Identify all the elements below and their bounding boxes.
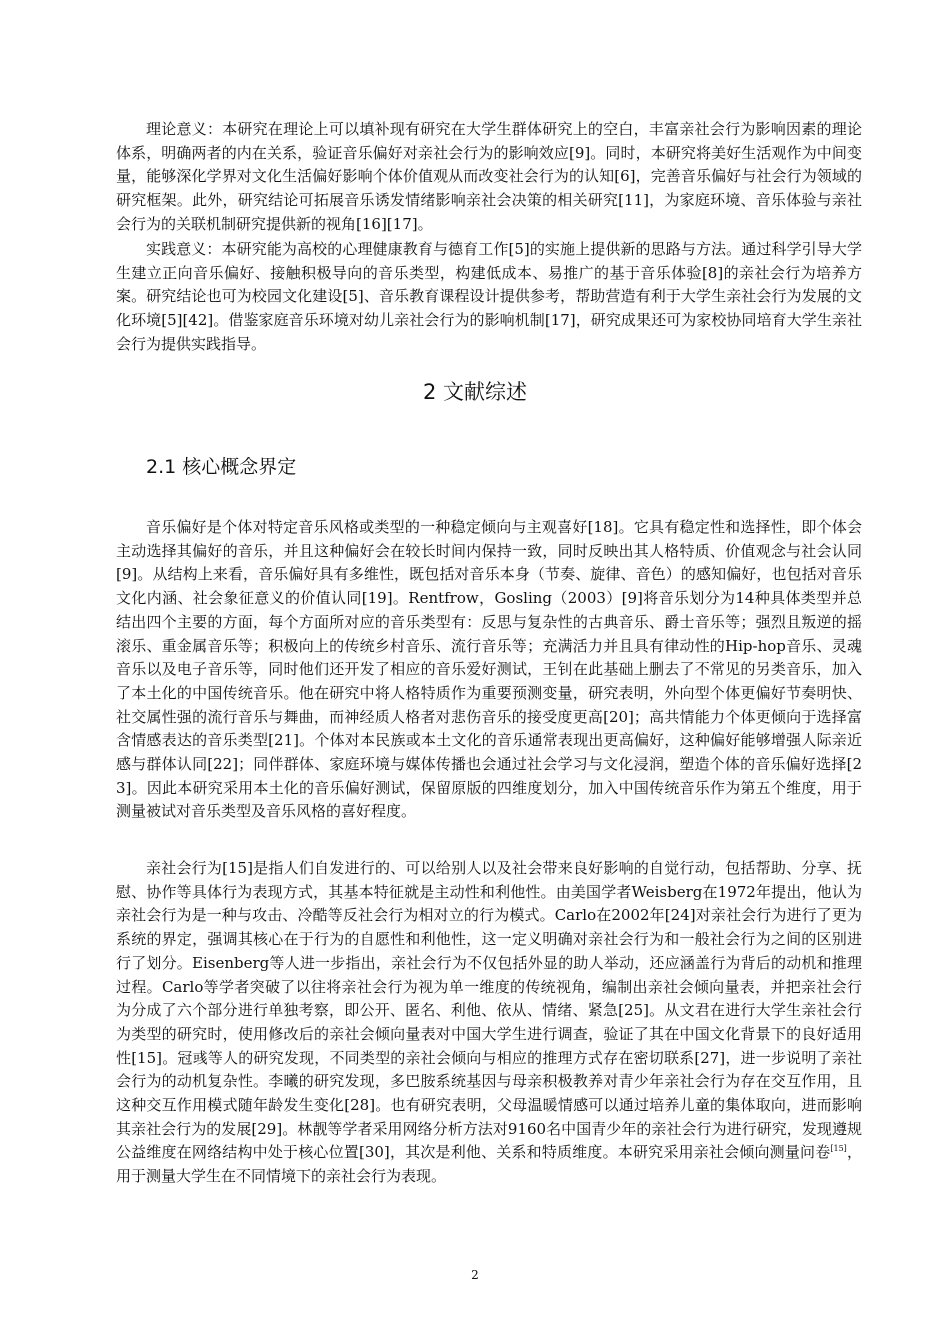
chapter-heading: 2 文献综述 xyxy=(422,380,528,404)
section-heading: 2.1 核心概念界定 xyxy=(146,456,297,478)
paragraph-music-preference: 音乐偏好是个体对特定音乐风格或类型的一种稳定倾向与主观喜好[18]。它具有稳定性和选择性，即个体会主动选择其偏好的音乐，并且这种偏好会在较长时间内保持一致，同时反映出其人格特质、价值观念与社会认同[9]。从结构上来看，音乐偏好具有多维性，既包括对音乐本身（节奏、旋律、音色）的感知偏好，也包括对音乐文化内涵、社会象征意义的价值认同[19]。Rentfrow，Gosling（2003）[9]将音乐划分为14种具体类型并总结出四个主要的方面，每个方面所对应的音乐类型有：反思与复杂性的古典音乐、爵士音乐等；强烈且叛逆的摇滚乐、重金属音乐等；积极向上的传统乡村音乐、流行音乐等；充满活力并且具有律动性的Hip-hop音乐、灵魂音乐以及电子音乐等，同时他们还开发了相应的音乐爱好测试，王钊在此基础上删去了不常见的另类音乐，加入了本土化的中国传统音乐。他在研究中将人格特质作为重要预测变量，研究表明，外向型个体更偏好节奏明快、社交属性强的流行音乐与舞曲，而神经质人格者对悲伤音乐的接受度更高[20]；高共情能力个体更倾向于选择富含情感表达的音乐类型[21]。个体对本民族或本土文化的音乐通常表现出更高偏好，这种偏好能够增强人际亲近感与群体认同[22]；同伴群体、家庭环境与媒体传播也会通过社会学习与文化浸润，塑造个体的音乐偏好选择[23]。因此本研究采用本土化的音乐偏好测试，保留原版的四维度划分，加入中国传统音乐作为第五个维度，用于测量被试对音乐类型及音乐风格的喜好程度。 xyxy=(116,518,862,821)
paragraph-theoretical-significance: 理论意义：本研究在理论上可以填补现有研究在大学生群体研究上的空白，丰富亲社会行为影响因素的理论体系，明确两者的内在关系，验证音乐偏好对亲社会行为的影响效应[9]。同时，本研究将美好生活观作为中间变量，能够深化学界对文化生活偏好影响个体价值观从而改变社会行为的认知[6]，完善音乐偏好与社会行为领域的研究框架。此外，研究结论可拓展音乐诱发情绪影响亲社会决策的相关研究[11]，为家庭环境、音乐体验与亲社会行为的关联机制研究提供新的视角[16][17]。 xyxy=(116,120,862,233)
citation-superscript: [15] xyxy=(830,1144,847,1154)
paragraph-prosocial-behavior xyxy=(116,857,862,1189)
prosocial-main-text: 亲社会行为[15]是指人们自发进行的、可以给别人以及社会带来良好影响的自觉行动，包括帮助、分享、抚慰、协作等具体行为表现方式，其基本特征就是主动性和利他性。由美国学者Weisberg在1972年提出，他认为亲社会行为是一种与攻击、冷酷等反社会行为相对立的行为模式。Carlo在2002年[24]对亲社会行为进行了更为系统的界定，强调其核心在于行为的自愿性和利他性，这一定义明确对亲社会行为和一般社会行为之间的区别进行了划分。Eisenberg等人进一步指出，亲社会行为不仅包括外显的助人举动，还应涵盖行为背后的动机和推理过程。Carlo等学者突破了以往将亲社会行为视为单一维度的传统视角，编制出亲社会倾向量表，并把亲社会行为分成了六个部分进行单独考察，即公开、匿名、利他、依从、情绪、紧急[25]。从文君在进行大学生亲社会行为类型的研究时，使用修改后的亲社会倾向量表对中国大学生进行调查，验证了其在中国文化背景下的良好适用性[15]。冠彧等人的研究发现，不同类型的亲社会倾向与相应的推理方式存在密切联系[27]，进一步说明了亲社会行为的动机复杂性。李曦的研究发现，多巴胺系统基因与母亲积极教养对青少年亲社会行为存在交互作用，且这种交互作用模式随年龄发生变化[28]。也有研究表明，父母温暖情感可以通过培养儿童的集体取向，进而影响其亲社会行为的发展[29]。林靓等学者采用网络分析方法对9160名中国青少年的亲社会行为进行研究，发现遵规公益维度在网络结构中处于核心位置[30]，其次是利他、关系和特质维度。本研究采用亲社会倾向测量问卷 xyxy=(116,859,862,1162)
prosocial-tail-text: ，用于测量大学生在不同情境下的亲社会行为表现。 xyxy=(116,1143,862,1186)
paragraph-practical-significance: 实践意义：本研究能为高校的心理健康教育与德育工作[5]的实施上提供新的思路与方法。通过科学引导大学生建立正向音乐偏好、接触积极导向的音乐类型，构建低成本、易推广的基于音乐体验[8]的亲社会行为培养方案。研究结论也可为校园文化建设[5]、音乐教育课程设计提供参考，帮助营造有利于大学生亲社会行为发展的文化环境[5][42]。借鉴家庭音乐环境对幼儿亲社会行为的影响机制[17]，研究成果还可为家校协同培育大学生亲社会行为提供实践指导。 xyxy=(116,240,862,353)
page-number: 2 xyxy=(471,1268,479,1282)
